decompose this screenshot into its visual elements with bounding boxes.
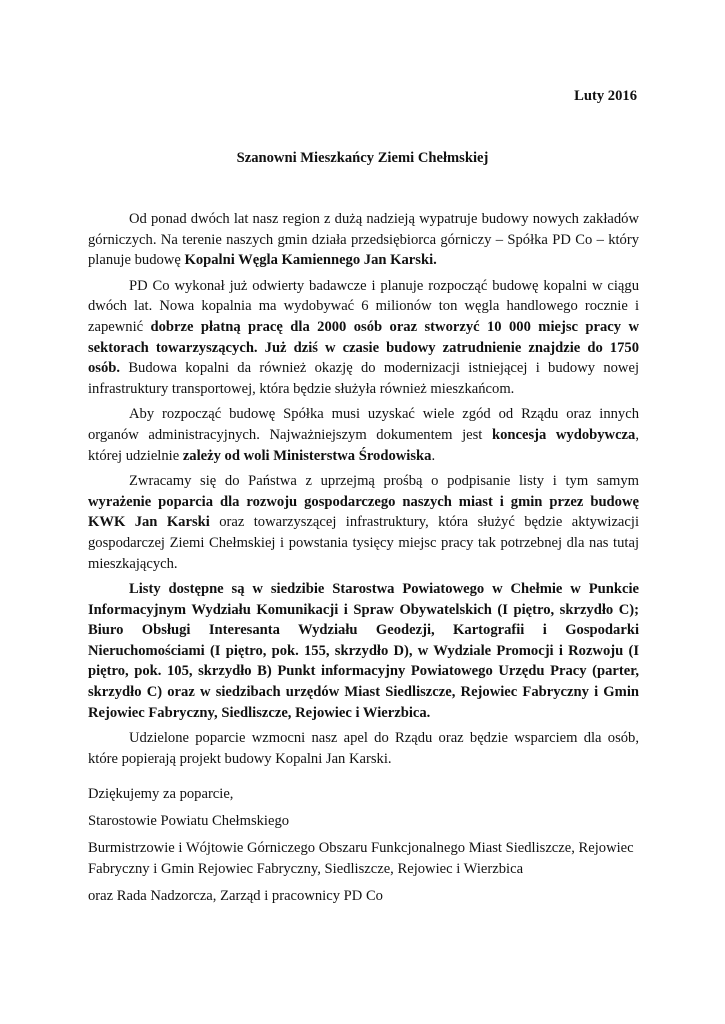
letter-salutation: Szanowni Mieszkańcy Ziemi Chełmskiej [236, 150, 489, 166]
paragraph-2 [88, 276, 639, 400]
closing-thanks: Dziękujemy za poparcie, [88, 786, 234, 802]
paragraph-4 [88, 471, 639, 574]
closing-signatory-company: oraz Rada Nadzorcza, Zarząd i pracownicy PD Co [88, 888, 383, 905]
paragraph-3-text: Aby rozpocząć budowę Spółka musi uzyskać wiele zgód od Rządu oraz innych organów administracyjnych. Najważniejszym dokumentem jest [88, 406, 639, 443]
paragraph-3-text-mid: , której udzielnie [88, 426, 639, 464]
paragraph-1 [88, 209, 639, 271]
paragraph-5 [88, 579, 639, 723]
paragraph-2-text: PD Co wykonał już odwierty badawcze i planuje rozpocząć budowę kopalni w ciągu dwóch lat. Nowa kopalnia ma wydobywać 6 milionów ton węgla handlowego rocznie i zapewnić [88, 277, 639, 335]
closing-signatory-starosts: Starostowie Powiatu Chełmskiego [88, 812, 290, 829]
paragraph-3-bold-ministry: zależy od woli Ministerstwa Środowiska [182, 447, 432, 464]
paragraph-1-text: Od ponad dwóch lat nasz region z dużą nadzieją wypatruje budowy nowych zakładów górniczych. Na terenie naszych gmin działa przedsiębiorca górniczy – Spółka PD Co – który planuje budowę [88, 211, 639, 269]
paragraph-1-bold: Kopalni Węgla Kamiennego Jan Karski. [184, 252, 437, 269]
paragraph-6 [88, 728, 639, 769]
letter-body [88, 209, 639, 774]
paragraph-3 [88, 404, 639, 466]
paragraph-3-text-end: . [431, 447, 436, 464]
letter-closing [88, 784, 648, 914]
closing-signatory-mayors: Burmistrzowie i Wójtowie Górniczego Obszaru Funkcjonalnego Miast Siedliszcze, Rejowiec Fabryczny i Gmin Rejowiec Fabryczny, Siedliszcze, Rejowiec i Wierzbica [88, 840, 634, 877]
letter-date: Luty 2016 [574, 88, 637, 104]
paragraph-2-bold: dobrze płatną pracę dla 2000 osób oraz stworzyć 10 000 miejsc pracy w sektorach towarzyszących. Już dziś w czasie budowy zatrudnienie znajdzie do 1750 osób. [88, 318, 640, 377]
paragraph-2-text-end: Budowa kopalni da również okazję do modernizacji istniejącej i budowy nowej infrastruktury transportowej, która będzie służyła również mieszkańcom. [88, 360, 639, 397]
paragraph-4-text: Zwracamy się do Państwa z uprzejmą prośbą o podpisanie listy i tym samym [129, 473, 639, 490]
paragraph-3-bold-concession: koncesja wydobywcza [491, 426, 636, 443]
paragraph-5-bold: Listy dostępne są w siedzibie Starostwa Powiatowego w Chełmie w Punkcie Informacyjnym Wydziału Komunikacji i Spraw Obywatelskich (I piętro, skrzydło C); Biuro Obsługi Interesanta Wydziału Geodezji, Kartografii i Gospodarki Nieruchomościami (I piętro, pok. 155, skrzydło D), w Wydziale Promocji i Rozwoju (I piętro, pok. 105, skrzydło B) Punkt informacyjny Powiatowego Urzędu Pracy (parter, skrzydło C) oraz w siedzibach urzędów Miast Siedliszcze, Rejowiec Fabryczny i Gmin Rejowiec Fabryczny, Siedliszcze, Rejowiec i Wierzbica. [88, 581, 639, 721]
paragraph-4-bold: wyrażenie poparcia dla rozwoju gospodarczego naszych miast i gmin przez budowę KWK Jan Karski [88, 493, 639, 531]
paragraph-6-text: Udzielone poparcie wzmocni nasz apel do Rządu oraz będzie wsparciem dla osób, które popierają projekt budowy Kopalni Jan Karski. [88, 730, 639, 767]
paragraph-4-text-end: oraz towarzyszącej infrastruktury, która służyć będzie aktywizacji gospodarczej Ziemi Chełmskiej i powstania tysięcy miejsc pracy tak potrzebnej dla nas tutaj mieszkających. [88, 514, 639, 572]
